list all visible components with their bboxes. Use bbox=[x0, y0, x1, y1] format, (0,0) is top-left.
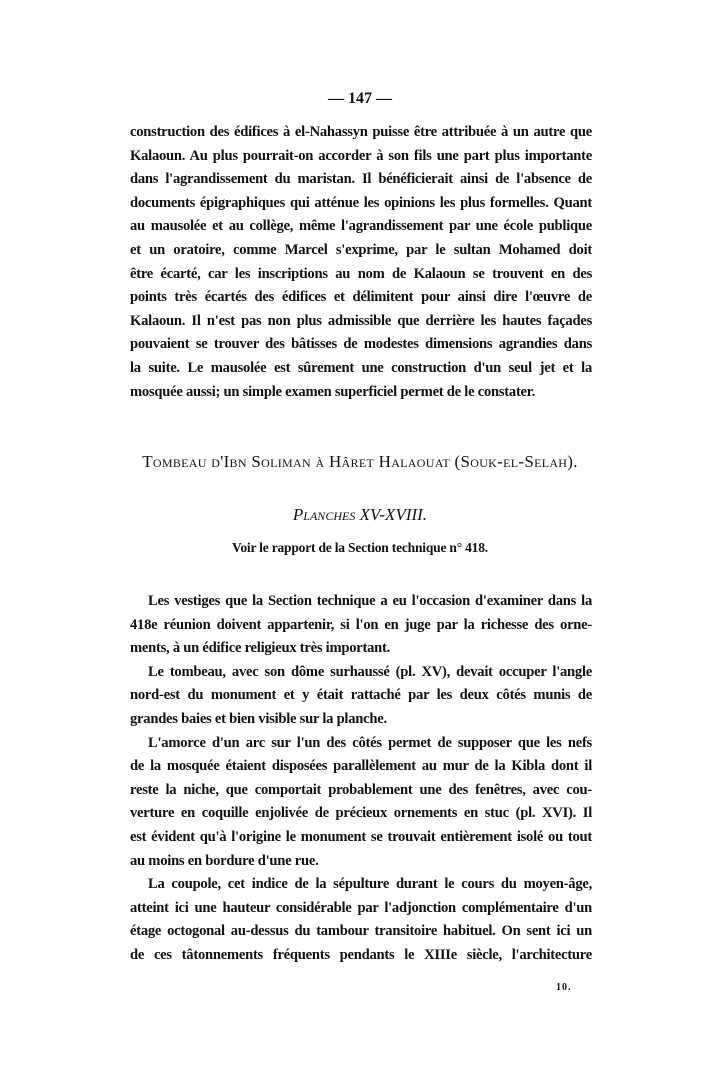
text-line: points très écartés des édifices et délimitent pour ainsi dire l'œuvre de bbox=[130, 289, 592, 306]
text-line: et un oratoire, comme Marcel s'exprime, par le sultan Mohamed doit bbox=[130, 241, 592, 258]
page-number: — 147 — bbox=[328, 90, 392, 107]
text-line: mosquée aussi; un simple examen superficiel permet de le constater. bbox=[130, 383, 536, 400]
text-line: ments, à un édifice religieux très important. bbox=[130, 640, 391, 657]
text-line: atteint ici une hauteur considérable par l'adjonction complémentaire d'un bbox=[130, 899, 592, 916]
text-line: Les vestiges que la Section technique a eu l'occasion d'examiner dans la bbox=[148, 593, 592, 609]
text-line: de la mosquée étaient disposées parallèlement au mur de la Kibla dont il bbox=[130, 758, 592, 775]
technical-report-reference: Voir le rapport de la Section technique n° 418. bbox=[232, 540, 488, 555]
signature-mark: 10. bbox=[556, 982, 572, 993]
text-line: de ces tâtonnements fréquents pendants le XIIIe siècle, l'architecture bbox=[130, 946, 592, 963]
text-line: grandes baies et bien visible sur la planche. bbox=[130, 710, 387, 727]
text-line: pouvaient se trouver des bâtisses de modestes dimensions agrandies dans bbox=[130, 336, 592, 353]
text-line: Kalaoun. Au plus pourrait-on accorder à son fils une part plus importante bbox=[130, 147, 592, 164]
section-heading: Tombeau d'Ibn Soliman à Hâret Halaouat (Souk-el-Selah). bbox=[142, 452, 578, 471]
paragraph-2 bbox=[130, 590, 592, 968]
text-line: L'amorce d'un arc sur l'un des côtés permet de supposer que les nefs bbox=[148, 734, 592, 751]
text-line: Le tombeau, avec son dôme surhaussé (pl. XV), devait occuper l'angle bbox=[148, 663, 592, 680]
text-line: reste la niche, que comportait probablement une des fenêtres, avec cou- bbox=[130, 781, 592, 798]
text-line: au moins en bordure d'une rue. bbox=[130, 852, 319, 869]
text-line: La coupole, cet indice de la sépulture durant le cours du moyen-âge, bbox=[148, 876, 592, 893]
text-line: dans l'agrandissement du maristan. Il bénéficierait ainsi de l'absence de bbox=[130, 171, 592, 188]
text-line: verture en coquille enjolivée de précieux ornements en stuc (pl. XVI). Il bbox=[130, 805, 592, 822]
text-line: au mausolée et au collège, même l'agrandissement par une école publique bbox=[130, 218, 592, 235]
text-line: est évident qu'à l'origine le monument se trouvait entièrement isolé ou tout bbox=[130, 828, 592, 845]
text-line: construction des édifices à el-Nahassyn puisse être attribuée à un autre que bbox=[130, 124, 592, 140]
text-line: nord-est du monument et y était rattaché par les deux côtés munis de bbox=[130, 687, 592, 704]
plates-reference: Planches XV-XVIII. bbox=[292, 505, 428, 524]
text-line: la suite. Le mausolée est sûrement une construction d'un seul jet et la bbox=[130, 359, 592, 376]
text-line: être écarté, car les inscriptions au nom de Kalaoun se trouvent en des bbox=[130, 265, 592, 282]
text-line: documents épigraphiques qui atténue les opinions les plus formelles. Quant bbox=[130, 194, 592, 211]
text-line: 418e réunion doivent appartenir, si l'on en juge par la richesse des orne- bbox=[130, 616, 592, 633]
text-line: étage octogonal au-dessus du tambour transitoire habituel. On sent ici un bbox=[130, 923, 592, 940]
paragraph-1 bbox=[130, 121, 592, 404]
text-line: Kalaoun. Il n'est pas non plus admissible que derrière les hautes façades bbox=[130, 312, 592, 329]
